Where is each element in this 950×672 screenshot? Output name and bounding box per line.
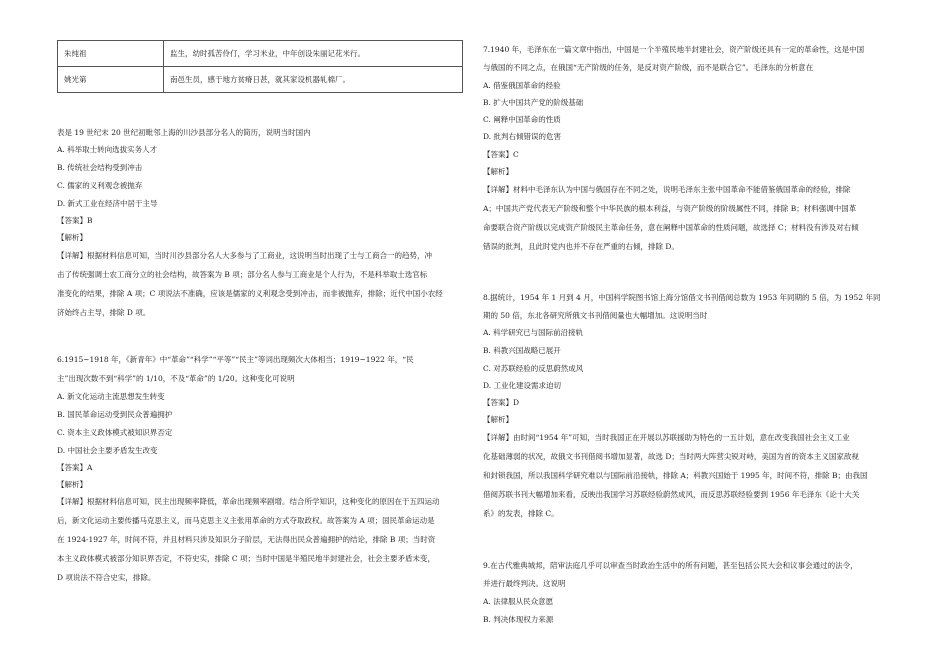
q8-analysis-label: 【解析】 <box>483 415 513 424</box>
q7-option-b: B. 扩大中国共产党的阶级基础 <box>483 98 584 107</box>
q8-detail-line: 和封锁我国，所以我国科学研究难以与国际前沿接轨，排除 A；科教兴国始于 1995 年，时间不符，排除 B；由我国 <box>483 471 868 480</box>
q7-answer: 【答案】C <box>483 150 519 159</box>
q5-detail-line: 准变化的结果，排除 A 项；C 项说法不准确，应该是儒家的义利观念受到冲击，而非被抛弃，排除；近代中国小农经 <box>57 289 443 298</box>
table-row <box>58 67 463 93</box>
q6-stem-line: 6.1915~1918 年，《新青年》中“革命”“科学”“平等”“民主”等词出现频次大体相当；1919~1922 年，“民 <box>57 355 414 364</box>
table-cell-desc: 南邑生员，感于地方贫瘠日甚，就其家设机器轧棉厂。 <box>164 67 463 93</box>
q8-stem-line: 期的 50 倍，东北各研究所俄文书刊借阅量也大幅增加。这说明当时 <box>483 311 708 320</box>
q5-answer: 【答案】B <box>57 216 93 225</box>
q6-option-b: B. 国民革命运动受到民众普遍拥护 <box>57 410 173 419</box>
q6-detail-line: 在 1924-1927 年，时间不符，并且材料只涉及知识分子阶层，无法得出民众普遍拥护的结论，排除 B 项；当时资 <box>57 535 436 544</box>
q6-detail-line: 【详解】根据材料信息可知，民主出现频率降低，革命出现频率剧增。结合所学知识，这种变化的原因在于五四运动 <box>57 497 440 506</box>
q8-option-a: A. 科学研究已与国际前沿接轨 <box>483 328 584 337</box>
table-row <box>58 41 463 67</box>
q5-detail-line: 【详解】根据材料信息可知，当时川沙县部分名人大多参与了工商业，这说明当时出现了士与工商合一的趋势，冲 <box>57 251 432 260</box>
table-cell-name: 姚光第 <box>58 67 164 93</box>
q6-detail-line: 本主义政体模式被部分知识界否定，不符史实，排除 C 项；当时中国是半殖民地半封建社会，社会主要矛盾未变， <box>57 554 436 563</box>
q7-stem-line: 7.1940 年，毛泽东在一篇文章中指出，中国是一个半殖民地半封建社会，资产阶级还具有一定的革命性，这是中国 <box>483 45 865 54</box>
q7-detail-line: 错误的批判，且此时党内也并不存在严重的右倾，排除 D。 <box>483 242 679 251</box>
q8-stem-line: 8.据统计，1954 年 1 月到 4 月，中国科学院图书馆上海分馆借文书刊借阅总数为 1953 年同期的 5 倍，为 1952 年同 <box>483 293 881 302</box>
q8-detail-line: 借阅苏联书刊大幅增加来看，反映出我国学习苏联经验蔚然成风，而反思苏联经验要到 1956 年毛泽东《论十大关 <box>483 490 860 499</box>
q7-stem-line: 与俄国的不同之点，在俄国“无产阶级的任务，是反对资产阶级，而不是联合它”。毛泽东的分析意在 <box>483 63 814 72</box>
q8-option-d: D. 工业化建设需求迫切 <box>483 381 562 390</box>
q9-stem-line: 并进行最终判决。这说明 <box>483 579 566 588</box>
q6-option-d: D. 中国社会主要矛盾发生改变 <box>57 446 158 455</box>
q7-analysis-label: 【解析】 <box>483 167 513 176</box>
q7-option-a: A. 借鉴俄国革命的经验 <box>483 81 561 90</box>
q5-option-d: D. 新式工业在经济中居于主导 <box>57 199 158 208</box>
q6-option-a: A. 新文化运动主流思想发生转变 <box>57 392 165 401</box>
q6-detail-line: 后，新文化运动主要传播马克思主义，而马克思主义主张用革命的方式夺取政权。故答案为 A 项；国民革命运动是 <box>57 516 435 525</box>
q5-option-a: A. 科举取士转向选拔实务人才 <box>57 145 158 154</box>
table-cell-name: 朱纯祖 <box>58 41 164 67</box>
q5-option-b: B. 传统社会结构受到冲击 <box>57 163 143 172</box>
q8-answer: 【答案】D <box>483 398 520 407</box>
q6-stem-line: 主”出现次数不到“科学”的 1/10，不及“革命”的 1/20。这种变化可说明 <box>57 374 295 383</box>
q7-detail-line: 命要联合资产阶级以完成资产阶级民主革命任务，意在阐释中国革命的性质问题，故选择 C；材料没有涉及对右倾 <box>483 223 859 232</box>
q7-option-d: D. 批判右倾错误的危害 <box>483 132 562 141</box>
q9-stem-line: 9.在古代雅典城邦，陪审法庭几乎可以审查当时政治生活中的所有问题，甚至包括公民大会和议事会通过的法令， <box>483 561 858 570</box>
q8-option-b: B. 科教兴国战略已展开 <box>483 346 561 355</box>
q7-option-c: C. 阐释中国革命的性质 <box>483 115 561 124</box>
q7-detail-line: 【详解】材料中毛泽东认为中国与俄国存在不同之处，说明毛泽东主张中国革命不能借鉴俄国革命的经验，排除 <box>483 185 851 194</box>
q5-detail-line: 济始终占主导，排除 D 项。 <box>57 308 151 317</box>
q8-detail-line: 系》的发表，排除 C。 <box>483 509 559 518</box>
q9-option-a: A. 法律服从民众意愿 <box>483 597 554 606</box>
q6-detail-line: D 项说法不符合史实，排除。 <box>57 573 156 582</box>
q5-option-c: C. 儒家的义利观念被抛弃 <box>57 181 143 190</box>
q5-analysis-label: 【解析】 <box>57 233 87 242</box>
biography-table <box>57 40 463 93</box>
q5-detail-line: 击了传统强调士农工商分立的社会结构，故答案为 B 项；部分名人参与工商业是个人行为，不是科举取士选官标 <box>57 270 428 279</box>
q6-analysis-label: 【解析】 <box>57 480 87 489</box>
q6-option-c: C. 资本主义政体模式被知识界否定 <box>57 428 173 437</box>
q5-stem: 表是 19 世纪末 20 世纪初毗邻上海的川沙县部分名人的简历，说明当时国内 <box>57 128 311 137</box>
q8-detail-line: 【详解】由时间“1954 年”可知，当时我国正在开展以苏联援助为特色的一五计划，意在改变我国社会主义工业 <box>483 433 850 442</box>
table-cell-desc: 监生，幼时孤苦伶仃，学习米业，中年创设朱丽记花米行。 <box>164 41 463 67</box>
q6-answer: 【答案】A <box>57 463 93 472</box>
q7-detail-line: A；中国共产党代表无产阶级和整个中华民族的根本利益，与资产阶级的阶级属性不同，排除 B；材料强调中国革 <box>483 204 857 213</box>
q9-option-b: B. 判决体现权力来源 <box>483 615 554 624</box>
q8-option-c: C. 对苏联经验的反思蔚然成风 <box>483 364 584 373</box>
q8-detail-line: 化基础薄弱的状况，故俄文书刊借阅书增加显著，故选 D；当时两大阵营尖锐对峙，美国为首的资本主义国家敌视 <box>483 452 859 461</box>
